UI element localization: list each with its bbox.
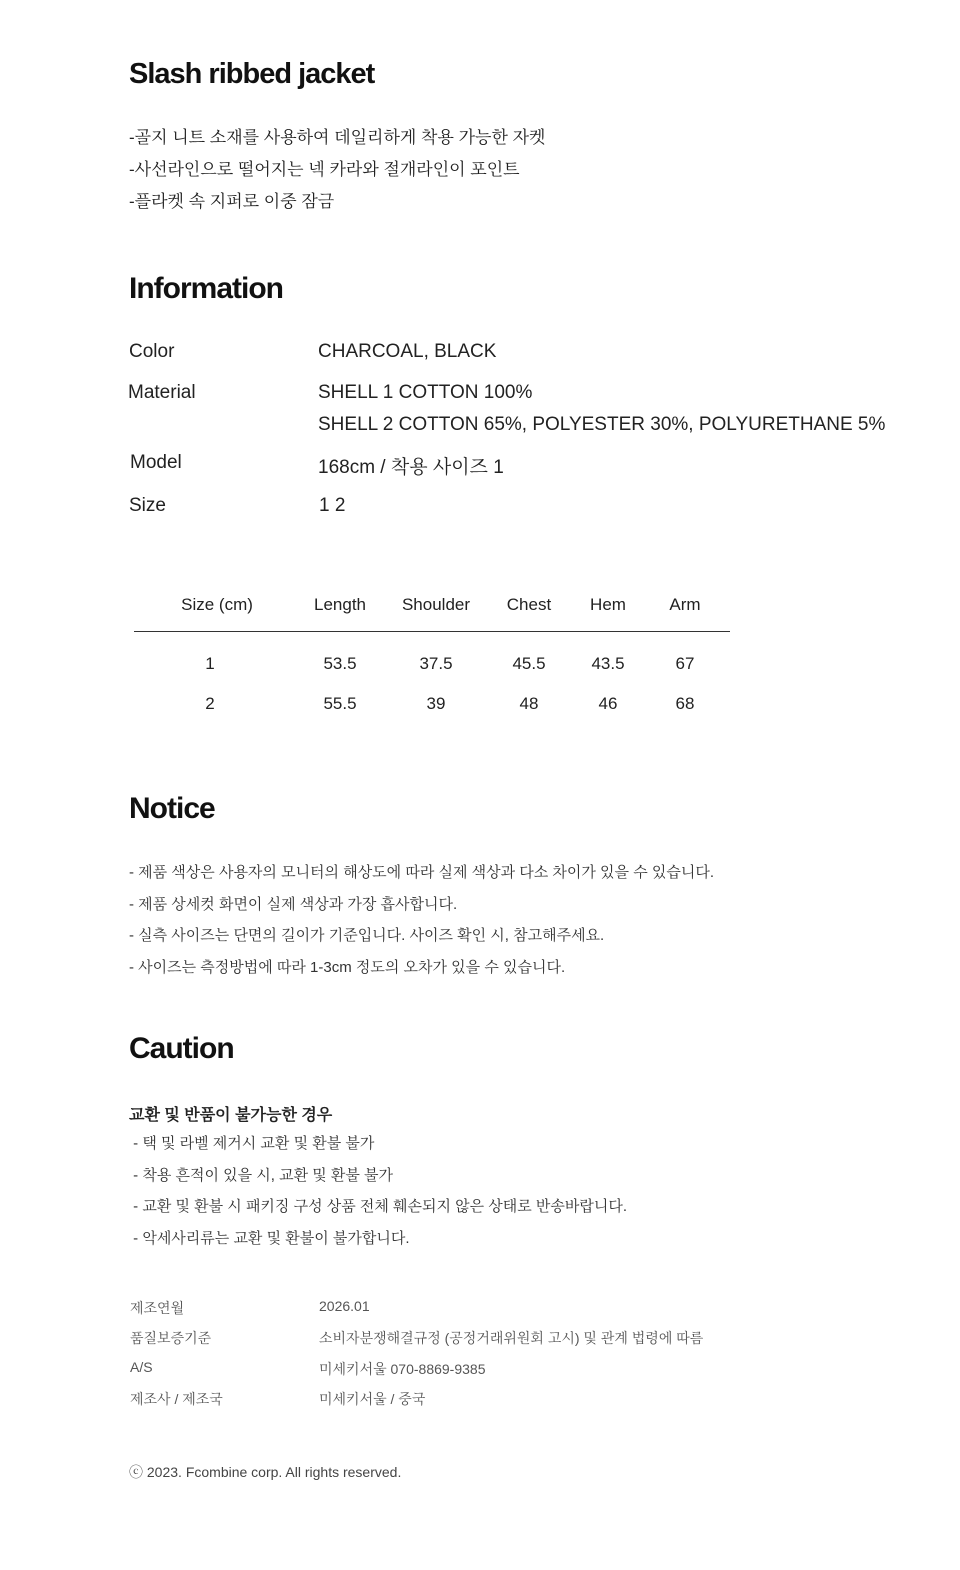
table-cell: 39: [426, 694, 446, 713]
table-header-arm: Arm: [669, 595, 701, 614]
table-header-hem: Hem: [590, 595, 626, 614]
meta-label: 제조사 / 제조국: [130, 1391, 223, 1407]
meta-label: A/S: [130, 1359, 153, 1375]
information-heading: Information: [129, 272, 283, 305]
table-cell: 2: [205, 694, 215, 713]
table-header-length: Length: [314, 595, 366, 614]
notice-item: - 실측 사이즈는 단면의 길이가 기준입니다. 사이즈 확인 시, 참고해주세요.: [129, 927, 605, 944]
size-value: 1 2: [319, 495, 346, 516]
size-label: Size: [129, 495, 166, 516]
meta-value: 미세키서울 / 중국: [319, 1391, 426, 1407]
caution-item: - 교환 및 환불 시 패키징 구성 상품 전체 훼손되지 않은 상태로 반송바랍니다.: [129, 1198, 628, 1215]
table-header-shoulder: Shoulder: [401, 595, 471, 614]
table-header-size: Size (cm): [181, 595, 253, 614]
table-cell: 37.5: [419, 654, 453, 673]
color-label: Color: [129, 341, 175, 362]
table-cell: 1: [205, 654, 215, 673]
notice-item: - 제품 상세컷 화면이 실제 색상과 가장 흡사합니다.: [129, 895, 458, 913]
material-line-2: SHELL 2 COTTON 65%, POLYESTER 30%, POLYURETHANE 5%: [318, 414, 886, 435]
material-line-1: SHELL 1 COTTON 100%: [318, 382, 533, 403]
caution-item: - 착용 흔적이 있을 시, 교환 및 환불 불가: [129, 1166, 394, 1184]
table-cell: 53.5: [323, 654, 357, 673]
meta-label: 품질보증기준: [130, 1330, 212, 1346]
model-label: Model: [130, 452, 182, 473]
caution-list: [129, 1128, 627, 1254]
description-line: -사선라인으로 떨어지는 넥 카라와 절개라인이 포인트: [129, 160, 520, 179]
caution-item: - 택 및 라벨 제거시 교환 및 환불 불가: [129, 1135, 375, 1152]
table-cell: 46: [598, 694, 618, 713]
table-cell: 48: [519, 694, 539, 713]
table-cell: 43.5: [591, 654, 625, 673]
material-label: Material: [128, 382, 196, 403]
notice-item: - 제품 색상은 사용자의 모니터의 해상도에 따라 실제 색상과 다소 차이가 있을 수 있습니다.: [129, 864, 714, 881]
table-cell: 55.5: [323, 694, 357, 713]
table-cell: 45.5: [512, 654, 546, 673]
meta-label: 제조연월: [130, 1300, 185, 1316]
caution-heading: Caution: [129, 1032, 234, 1065]
notice-item: - 사이즈는 측정방법에 따라 1-3cm 정도의 오차가 있을 수 있습니다.: [129, 958, 566, 976]
copyright: ⓒ 2023. Fcombine corp. All rights reserved.: [129, 1464, 402, 1480]
meta-value: 소비자분쟁해결규정 (공정거래위원회 고시) 및 관계 법령에 따름: [319, 1330, 704, 1346]
color-value: CHARCOAL, BLACK: [318, 341, 497, 362]
model-value: 168cm / 착용 사이즈 1: [318, 457, 504, 478]
notice-heading: Notice: [129, 792, 215, 825]
product-description: [129, 122, 545, 218]
meta-value: 미세키서울 070-8869-9385: [319, 1361, 486, 1377]
table-cell: 67: [675, 654, 695, 673]
description-line: -골지 니트 소재를 사용하여 데일리하게 착용 가능한 자켓: [129, 128, 546, 147]
meta-value: 2026.01: [319, 1298, 370, 1314]
table-header-chest: Chest: [506, 595, 552, 614]
description-line: -플라켓 속 지퍼로 이중 잠금: [129, 192, 335, 211]
table-divider: [134, 631, 730, 632]
table-cell: 68: [675, 694, 695, 713]
caution-subheading: 교환 및 반품이 불가능한 경우: [129, 1107, 333, 1124]
product-title: Slash ribbed jacket: [129, 58, 375, 90]
notice-list: [129, 857, 714, 983]
caution-item: - 악세사리류는 교환 및 환불이 불가합니다.: [129, 1229, 410, 1247]
